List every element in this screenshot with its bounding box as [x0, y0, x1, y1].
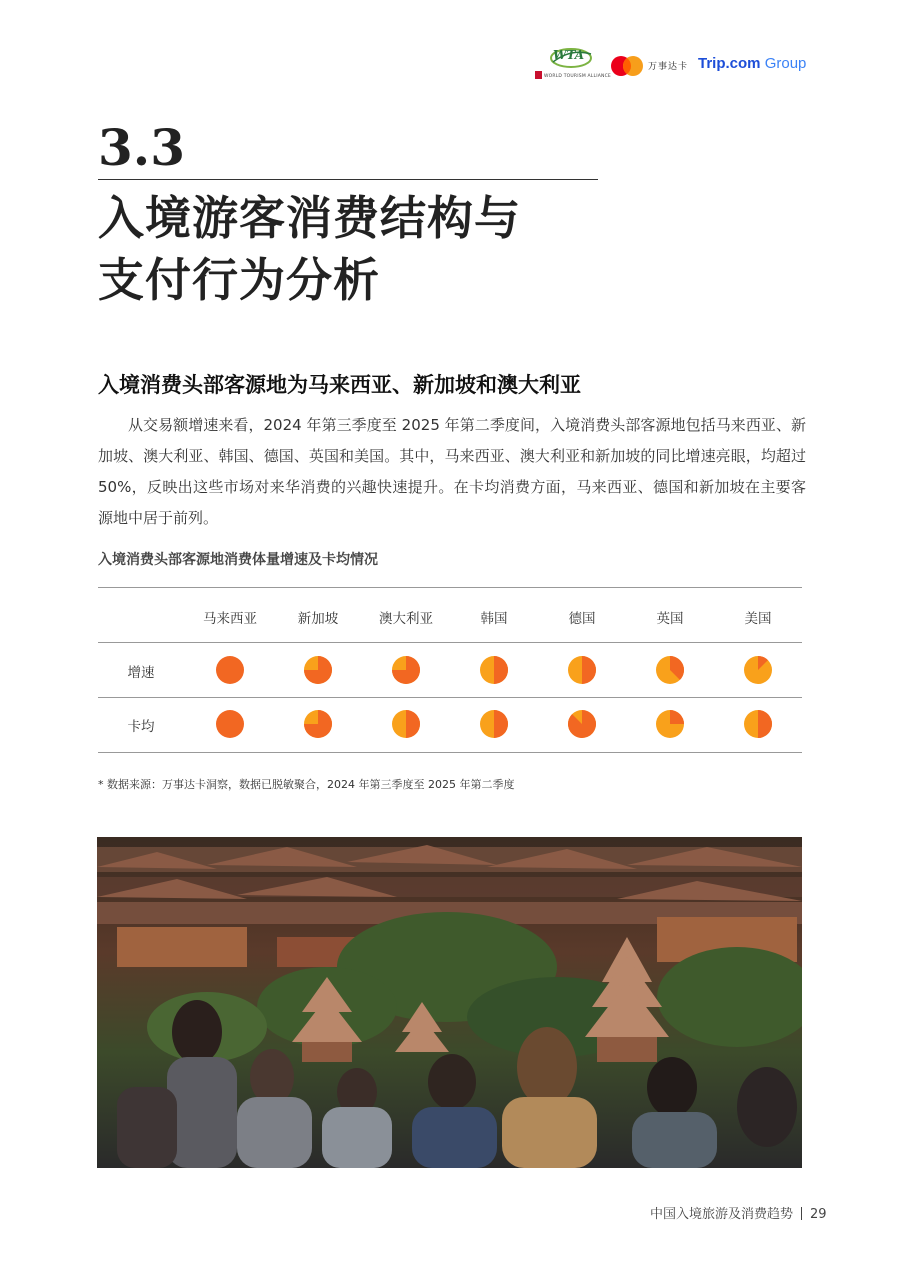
pie-mark: [567, 655, 597, 685]
table-rule-top: [98, 587, 802, 588]
column-header: 新加坡: [297, 611, 339, 627]
pie-mark: [303, 709, 333, 739]
pie-slice: [494, 710, 508, 738]
row-label: 增速: [127, 665, 155, 681]
column-header: 马来西亚: [203, 611, 257, 627]
subheading: 入境消费头部客源地为马来西亚、新加坡和澳大利亚: [98, 373, 581, 397]
pie-slice: [494, 656, 508, 684]
pie-slice: [406, 710, 420, 738]
column-header: 澳大利亚: [379, 611, 433, 627]
pie-mark: [215, 709, 245, 739]
pie-mark: [743, 709, 773, 739]
footer-divider: [801, 1207, 802, 1220]
column-header: 德国: [568, 611, 596, 627]
page-footer: [650, 1203, 827, 1222]
village-photo-image: [97, 837, 802, 1168]
trip-brand: Trip.com: [698, 55, 761, 72]
row-label: 卡均: [127, 719, 155, 735]
pie-mark: [655, 655, 685, 685]
mastercard-text: 万事达卡: [648, 62, 689, 72]
section-title: [98, 187, 658, 311]
pie-mark: [743, 655, 773, 685]
trip-group: Group: [764, 55, 807, 72]
wta-logo-subtitle: WORLD TOURISM ALLIANCE: [544, 74, 611, 79]
column-header: 韩国: [480, 611, 508, 627]
section-title-line2: 支付行为分析: [98, 253, 380, 307]
footnote: * 数据来源：万事达卡洞察，数据已脱敏聚合，2024 年第三季度至 2025 年第二季度: [98, 778, 515, 791]
section-number: 3.3: [98, 118, 185, 177]
wta-logo: [535, 46, 611, 84]
mastercard-logo-icon: [610, 55, 644, 77]
pie-slice: [758, 710, 772, 738]
column-header: 英国: [656, 611, 684, 627]
wta-logo-text: WTA: [553, 48, 585, 62]
body-paragraph: 从交易额增速来看，2024 年第三季度至 2025 年第二季度间，入境消费头部客源地包括马来西亚、新加坡、澳大利亚、韩国、德国、英国和美国。其中，马来西亚、澳大利亚和新加坡的同比增速亮眼，均超过 50%，反映出这些市场对来华消费的兴趣快速提升。在卡均消费方面，马来西亚、德国和新加坡在主要客源地中居于前列。: [98, 416, 806, 527]
village-photo: [97, 837, 802, 1168]
page-number: 29: [810, 1207, 827, 1222]
pie-base: [216, 710, 244, 738]
pie-mark: [303, 655, 333, 685]
pie-mark: [391, 709, 421, 739]
header-logos: [535, 46, 805, 86]
column-header: 美国: [744, 611, 772, 627]
pie-slice: [582, 656, 596, 684]
footer-report-title: 中国入境旅游及消费趋势: [650, 1207, 794, 1222]
pie-mark: [479, 709, 509, 739]
pie-slice: [670, 710, 684, 724]
section-divider: [98, 179, 598, 180]
wta-seal-icon: [535, 71, 542, 79]
pie-mark: [567, 709, 597, 739]
pie-base: [216, 656, 244, 684]
chart-title: 入境消费头部客源地消费体量增速及卡均情况: [98, 552, 378, 568]
table-rule-mid: [98, 697, 802, 698]
section-title-line1: 入境游客消费结构与: [98, 191, 521, 245]
table-rule-bottom: [98, 752, 802, 753]
pie-mark: [655, 709, 685, 739]
trip-logo: [698, 55, 806, 72]
pie-mark: [391, 655, 421, 685]
table-rule-header: [98, 642, 802, 643]
pie-mark: [479, 655, 509, 685]
pie-mark: [215, 655, 245, 685]
